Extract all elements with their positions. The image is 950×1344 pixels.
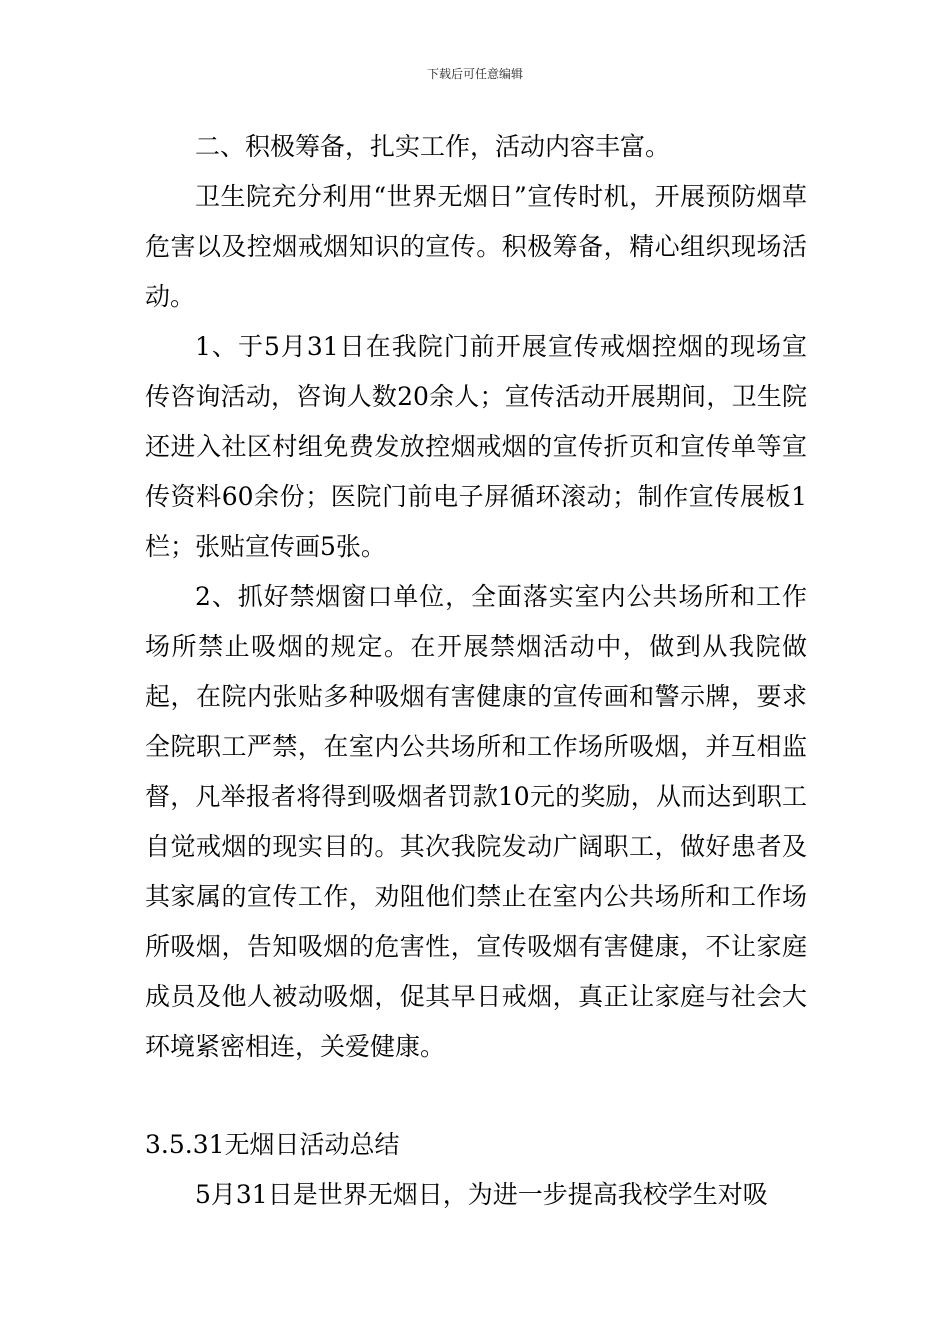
paragraph-item-1: 1、于5月31日在我院门前开展宣传戒烟控烟的现场宣传咨询活动，咨询人数20余人；宣传活动开展期间，卫生院还进入社区村组免费发放控烟戒烟的宣传折页和宣传单等宣传资料60余份；医院门前电子屏循环滚动；制作宣传展板1栏；张贴宣传画5张。 <box>145 332 807 561</box>
section-title: 二、积极筹备，扎实工作，活动内容丰富。 <box>195 132 671 161</box>
paragraph-intro: 卫生院充分利用“世界无烟日”宣传时机，开展预防烟草危害以及控烟戒烟知识的宣传。积极筹备，精心组织现场活动。 <box>145 182 807 311</box>
page-header-note: 下载后可任意编辑 <box>426 67 523 81</box>
document-body <box>145 122 807 1220</box>
next-section-paragraph: 5月31日是世界无烟日，为进一步提高我校学生对吸 <box>195 1180 768 1209</box>
paragraph-item-2: 2、抓好禁烟窗口单位，全面落实室内公共场所和工作场所禁止吸烟的规定。在开展禁烟活动中，做到从我院做起，在院内张贴多种吸烟有害健康的宣传画和警示牌，要求全院职工严禁，在室内公共场所和工作场所吸烟，并互相监督，凡举报者将得到吸烟者罚款10元的奖励，从而达到职工自觉戒烟的现实目的。其次我院发动广阔职工，做好患者及其家属的宣传工作，劝阻他们禁止在室内公共场所和工作场所吸烟，告知吸烟的危害性，宣传吸烟有害健康，不让家庭成员及他人被动吸烟，促其早日戒烟，真正让家庭与社会大环境紧密相连，关爱健康。 <box>145 582 807 1061</box>
next-section-title: 3.5.31无烟日活动总结 <box>145 1130 400 1159</box>
